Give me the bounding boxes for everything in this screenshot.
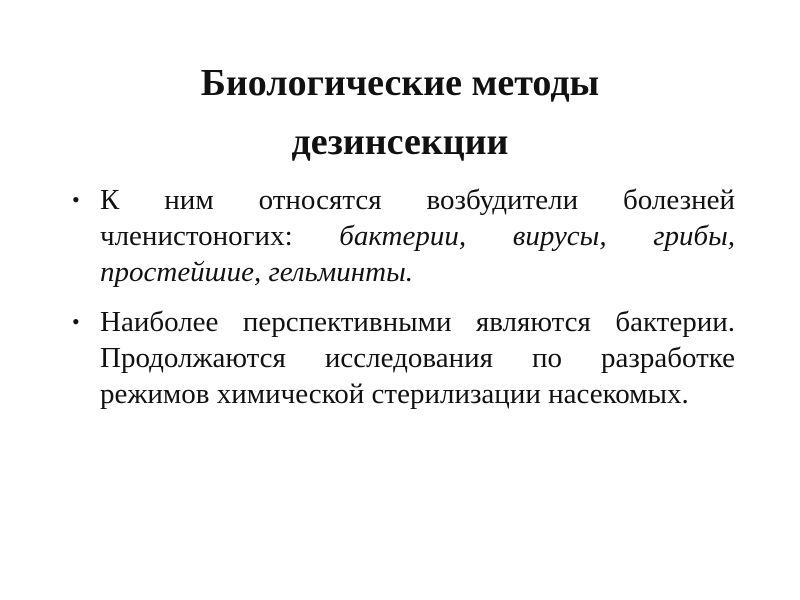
- title-line-1: Биологические методы: [200, 62, 600, 104]
- bullet-2-text: Наиболее перспективными являются бактерии. Продолжаются исследования по разработке режимов химической стерилизации насекомых.: [100, 306, 735, 410]
- bullet-item-1: [70, 182, 735, 290]
- bullet-marker-icon: •: [72, 309, 80, 334]
- bullet-marker-icon: •: [72, 187, 80, 212]
- title-line-2: дезинсекции: [291, 121, 509, 163]
- bullet-list: [70, 182, 735, 426]
- slide-title: [80, 54, 720, 172]
- bullet-1-text: К ним относятся возбудители болезней членистоногих:: [100, 184, 735, 252]
- bullet-1-italic-text: бактерии, вирусы, грибы, простейшие, гельминты.: [100, 220, 735, 288]
- bullet-item-2: [70, 304, 735, 412]
